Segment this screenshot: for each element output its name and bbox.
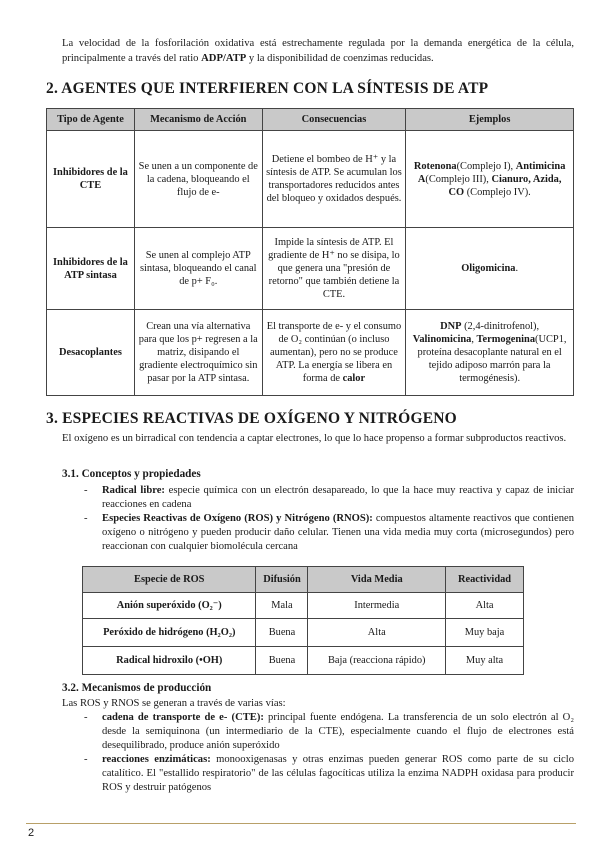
- list-item: - Especies Reactivas de Oxígeno (ROS) y Nitrógeno (RNOS): compuestos altamente reactivos que contienen oxígeno o nitrógeno y pueden producir daño celular. Tienen una vida media muy corta (microsegundos) pero reaccionan con cualquier biomolécula cercana: [84, 513, 574, 552]
- agent-type: Inhibidores de la CTE: [47, 131, 135, 228]
- header-cell: Vida Media: [308, 567, 446, 593]
- table-row: [83, 593, 524, 619]
- reactivity: Alta: [446, 593, 524, 619]
- agents-table-header: [47, 109, 574, 131]
- mechanisms-intro: Las ROS y RNOS se generan a través de varias vías:: [62, 698, 286, 709]
- examples: Oligomicina.: [406, 228, 574, 310]
- header-cell: Tipo de Agente: [47, 109, 135, 131]
- list-item: - cadena de transporte de e- (CTE): principal fuente endógena. La transferencia de un solo electrón al O₂ desde la semiquinona (un intermediario de la CTE), especialmente cuando el flujo de electrones está desequilibrado, produce anión superóxido: [84, 712, 575, 751]
- subsection-3-1-heading: 3.1. Conceptos y propiedades: [62, 468, 201, 480]
- table-row: [83, 647, 524, 675]
- list-item: - reacciones enzimáticas: monooxigenasas y otras enzimas pueden generar ROS como parte de su ciclo catalítico. El "estallido respiratorio" de las células fagocíticas utiliza la enzima NADPH oxidasa para producir ROS y destruir patógenos: [84, 754, 574, 793]
- table-row: [47, 228, 574, 310]
- examples: DNP (2,4-dinitrofenol), Valinomicina, Termogenina(UCP1, proteína desacoplante natural en el tejido adiposo marrón para la termogénesis).: [406, 310, 574, 396]
- half-life: Baja (reacciona rápido): [308, 647, 446, 675]
- header-cell: Consecuencias: [262, 109, 406, 131]
- mechanism: Se unen a un componente de la cadena, bloqueando el flujo de e-: [134, 131, 262, 228]
- header-cell: Mecanismo de Acción: [134, 109, 262, 131]
- header-cell: Especie de ROS: [83, 567, 256, 593]
- header-cell: Ejemplos: [406, 109, 574, 131]
- table-row: [47, 131, 574, 228]
- section-3-heading: 3. ESPECIES REACTIVAS DE OXÍGENO Y NITRÓGENO: [46, 410, 457, 427]
- subsection-3-2-heading: 3.2. Mecanismos de producción: [62, 682, 212, 694]
- footer-divider: [26, 823, 576, 824]
- half-life: Intermedia: [308, 593, 446, 619]
- consequences: Detiene el bombeo de H⁺ y la síntesis de ATP. Se acumulan los transportadores reducidos antes del bloqueo y oxidados después.: [262, 131, 406, 228]
- intro-paragraph: La velocidad de la fosforilación oxidativa está estrechamente regulada por la demanda energética de la célula, principalmente a través del ratio ADP/ATP y la disponibilidad de coenzimas reducidas.: [62, 38, 574, 64]
- section-2-heading: 2. AGENTES QUE INTERFIEREN CON LA SÍNTESIS DE ATP: [46, 80, 489, 97]
- header-cell: Reactividad: [446, 567, 524, 593]
- reactivity: Muy baja: [446, 619, 524, 647]
- species-name: Peróxido de hidrógeno (H₂O₂): [83, 619, 256, 647]
- section-3-intro: El oxígeno es un birradical con tendencia a captar electrones, lo que lo hace propenso a formar subproductos reactivos.: [62, 433, 567, 444]
- consequences: El transporte de e- y el consumo de O₂ continúan (o incluso aumentan), pero no se produce ATP. La energía se libera en forma de calor: [262, 310, 406, 396]
- species-name: Radical hidroxilo (•OH): [83, 647, 256, 675]
- agent-type: Desacoplantes: [47, 310, 135, 396]
- ros-table: [82, 566, 524, 675]
- mechanisms-list: [82, 711, 574, 795]
- diffusion: Buena: [256, 647, 308, 675]
- concepts-list: [82, 484, 574, 554]
- reactivity: Muy alta: [446, 647, 524, 675]
- mechanism: Crean una vía alternativa para que los p+ regresen a la matriz, disipando el gradiente electroquímico sin pasar por la ATP sintasa.: [134, 310, 262, 396]
- agent-type: Inhibidores de la ATP sintasa: [47, 228, 135, 310]
- ros-table-header: [83, 567, 524, 593]
- diffusion: Mala: [256, 593, 308, 619]
- list-item: - Radical libre: especie química con un electrón desapareado, lo que la hace muy reactiva y capaz de iniciar reacciones en cadena: [84, 485, 574, 510]
- half-life: Alta: [308, 619, 446, 647]
- mechanism: Se unen al complejo ATP sintasa, bloqueando el canal de p+ F₀.: [134, 228, 262, 310]
- examples: Rotenona(Complejo I), Antimicina A(Complejo III), Cianuro, Azida, CO (Complejo IV).: [406, 131, 574, 228]
- table-row: [83, 619, 524, 647]
- consequences: Impide la síntesis de ATP. El gradiente de H⁺ no se disipa, lo que genera una "presión de retorno" que también detiene la CTE.: [262, 228, 406, 310]
- agents-table: [46, 108, 574, 396]
- species-name: Anión superóxido (O₂⁻): [83, 593, 256, 619]
- page-number: 2: [28, 827, 35, 839]
- header-cell: Difusión: [256, 567, 308, 593]
- diffusion: Buena: [256, 619, 308, 647]
- table-row: [47, 310, 574, 396]
